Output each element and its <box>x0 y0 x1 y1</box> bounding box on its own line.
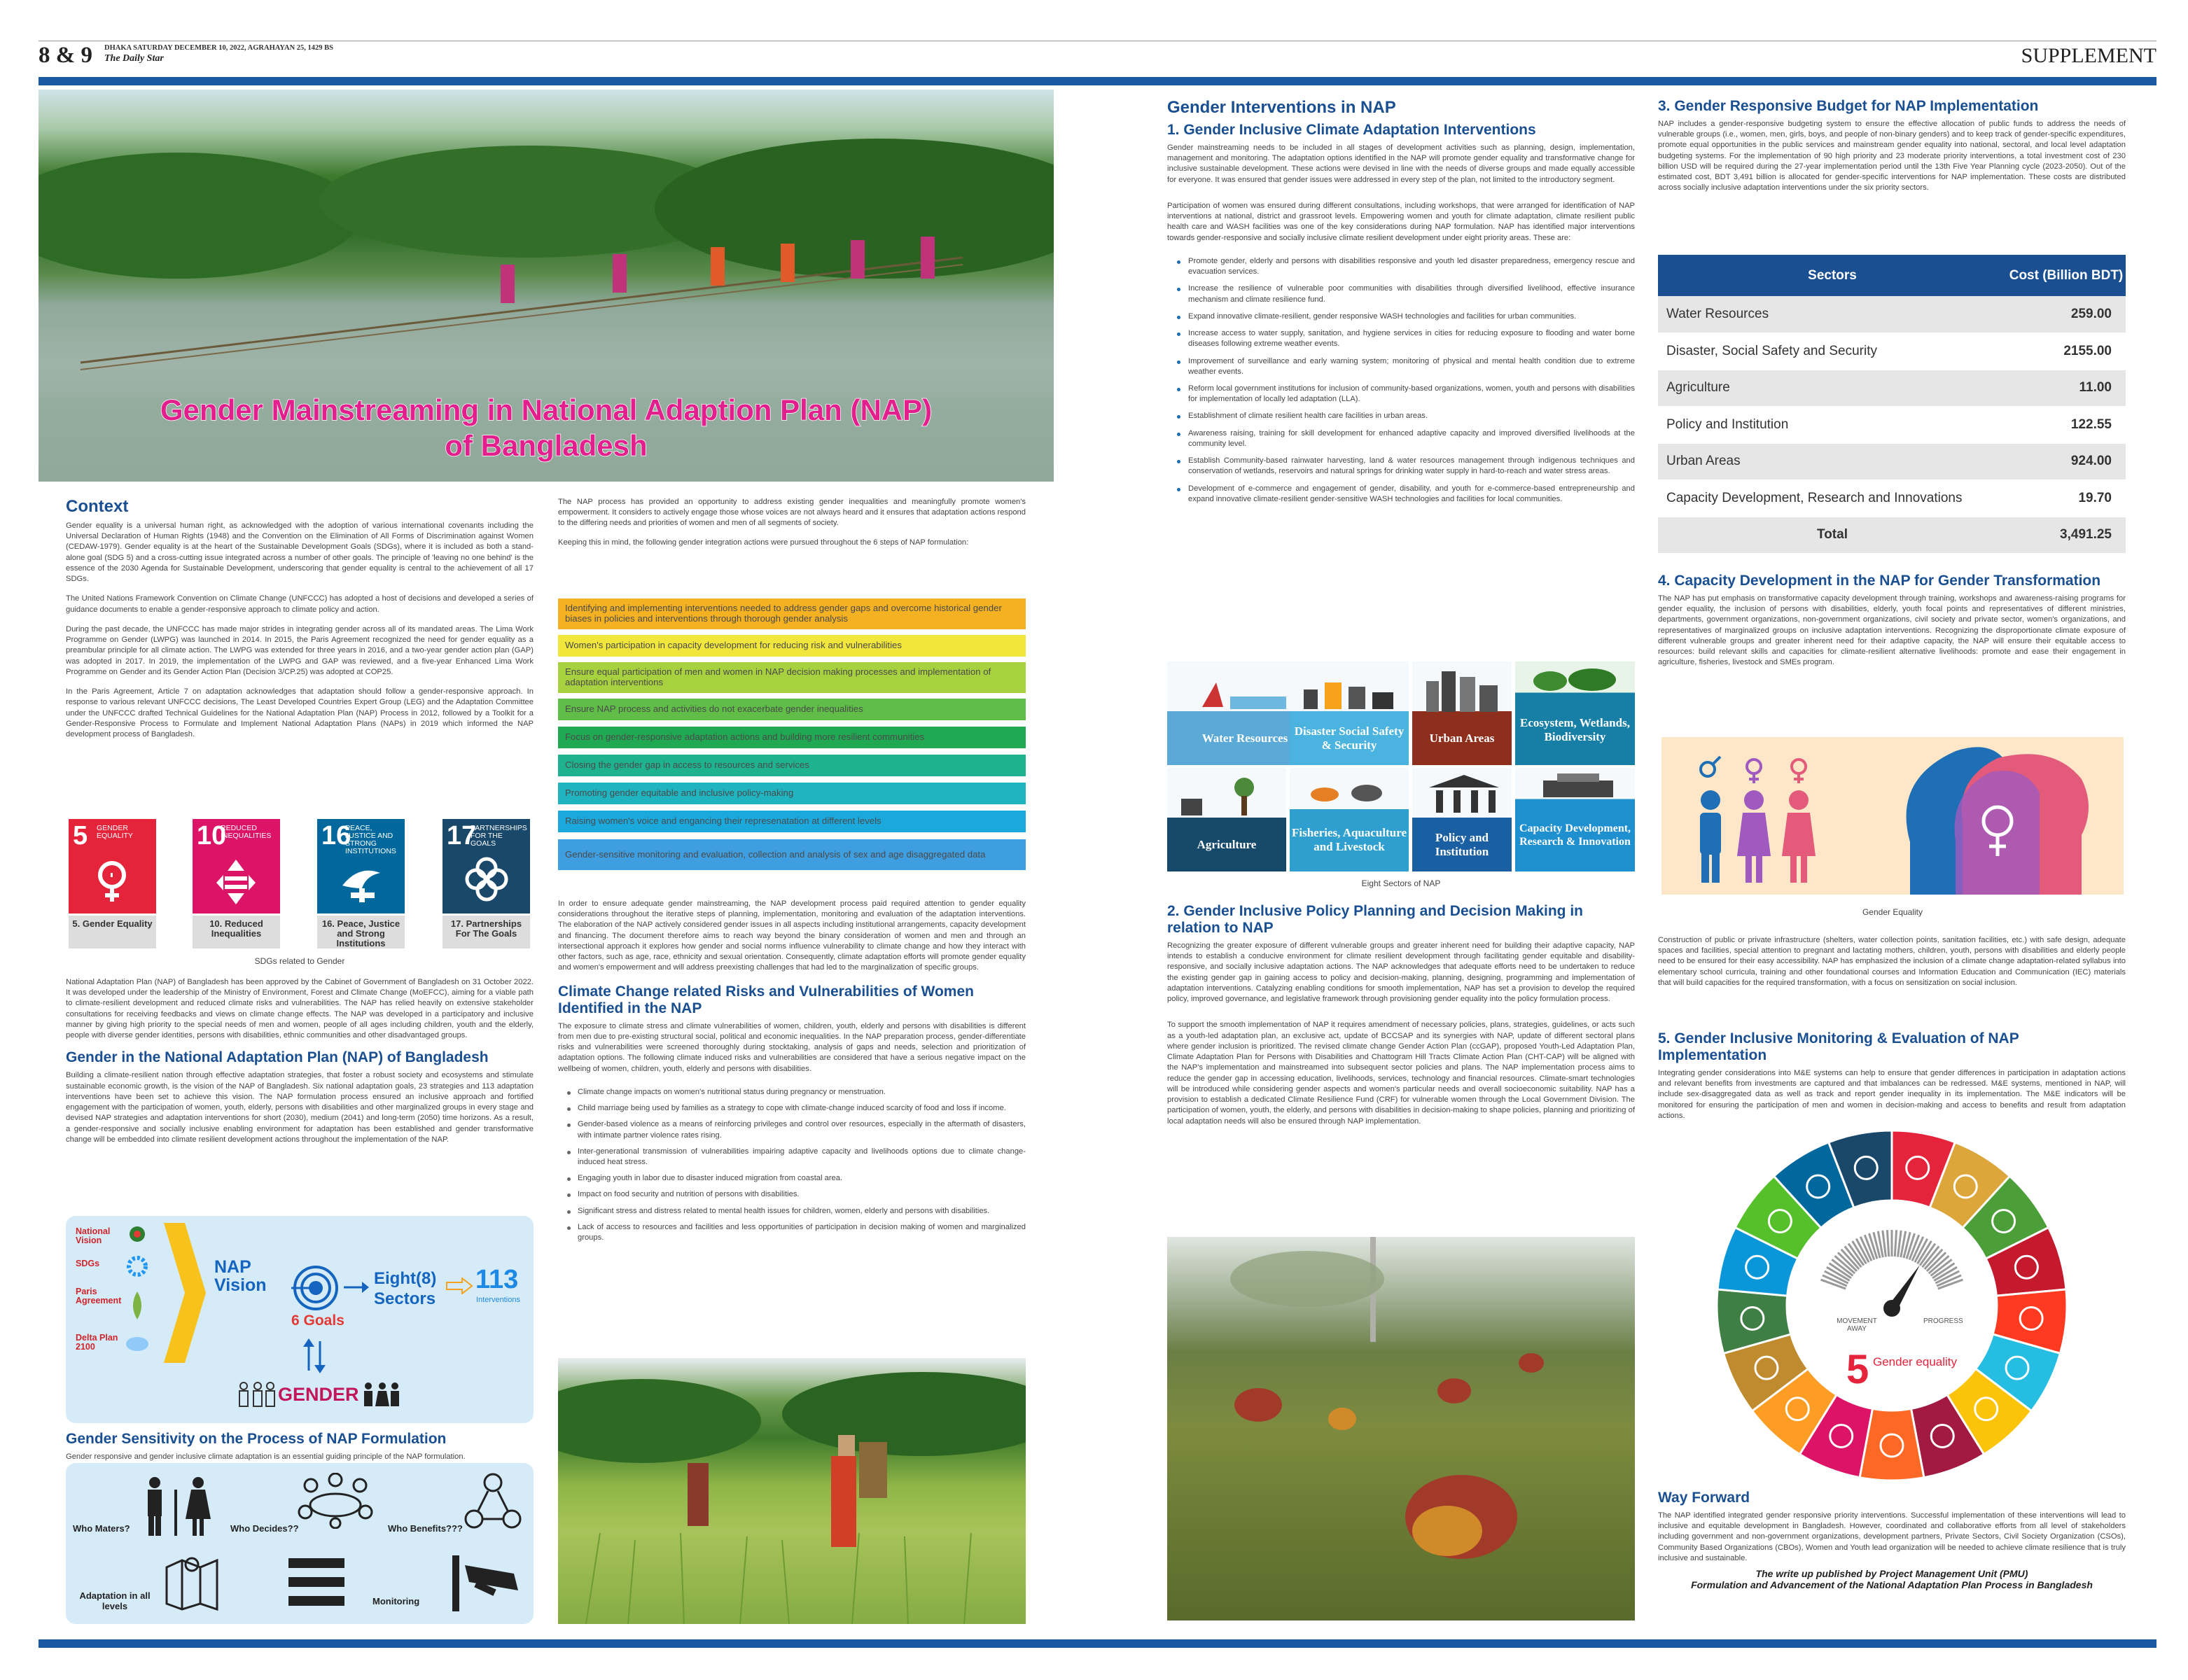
sdg-17-tile <box>443 819 530 948</box>
action-item-7: Promoting gender equitable and inclusive policy-making <box>558 783 1026 804</box>
context-p3: During the past decade, the UNFCCC has made major strides in integrating gender across all of its mandated areas. The Lima Work Programme on Gender (LWPG) was launched in 2014. In 2015, the Paris Agreement recognized the need for gender equality as a preambular principle for all climate action. The LWPG was extended for three years in 2016, and a two-year gender action plan (GAP) was adopted in 2017. In 2019, the implementation of the LWPG and GAP was reviewed, and a five-year Enhanced Lima Work Programme on Gender and its Gender Action Plan (Decision 3/CP.25) was adopted at COP25. <box>66 624 534 676</box>
table-total-row: Total 3,491.25 <box>1658 517 2126 554</box>
sdg-5-label: 5. Gender Equality <box>69 916 156 948</box>
sdg-17-label: 17. Partnerships For The Goals <box>443 916 530 948</box>
s1-p2: Participation of women was ensured during different consultations, including workshops, that were arranged for identification of NAP interventions at national, district and grassroot levels. Empowering women and youth for climate adaptation, climate resilient public health care and WASH facilities was one of the key considerations during NAP formulation. NAP has identified major interventions towards gender-responsive and socially inclusive climate resilient development under eight priority areas. These are: <box>1167 201 1635 242</box>
sector-tile-water: Water Resources <box>1167 662 1323 765</box>
who-matters-label: Who Maters? <box>73 1523 130 1534</box>
sdg-5-box: 5 GENDER EQUALITY <box>69 819 156 913</box>
dial-right-label: PROGRESS <box>1923 1317 1963 1325</box>
sdg-10-tile <box>193 819 280 948</box>
intervention-item: Reform local government institutions for inclusion of community-based organizations, women, youth and persons with disabilities for implementation of locally led adaptation (LLA). <box>1174 384 1635 405</box>
context-p4: In the Paris Agreement, Article 7 on adaptation acknowledges that adaptation should follow a gender-responsive approach. In response to various relevant UNFCCC decisions, The Least Developed Countries Expert Group (LEG) and the Adaptation Committee under the UNFCCC drafted Technical Guidelines for the National Adaptation Plan (NAP) Process in 2012, followed by a Toolkit for a Gender-Responsive Process to Formulate and Implement National Adaptation Plans (NAPs) in 2019 which informed the NAP development process of Bangladesh. <box>66 687 534 738</box>
action-item-1: Identifying and implementing interventions needed to address gender gaps and overcome historical gender biases in policies and interventions through thorough gender analysis <box>558 598 1026 629</box>
sdg-caption: SDGs related to Gender <box>254 956 345 966</box>
capacity-heading: 4. Capacity Development in the NAP for Gender Transformation <box>1658 573 2101 589</box>
two-way-arrow-icon <box>300 1338 328 1373</box>
nap-approval-section <box>66 977 534 1145</box>
menu-bars-icon <box>288 1554 344 1610</box>
input-sdgs: SDGs <box>76 1259 100 1268</box>
chevron-right-icon <box>164 1223 206 1363</box>
sector-tile-policy: Policy and Institution <box>1412 768 1512 872</box>
risk-item: Significant stress and distress related to mental health issues for children, women, elderly and persons with disabilities. <box>565 1206 1026 1217</box>
field-photo-2 <box>1167 1237 1635 1620</box>
interventions-list <box>1167 256 1635 505</box>
input-national-vision: National Vision <box>76 1226 111 1246</box>
context-p1: Gender equality is a universal human right, as acknowledged with the adoption of various international covenants including the Universal Declaration of Human Rights (1948) and the Convention on the Elimination of All Forms of Discrimination against Women (CEDAW-1979). Gender equality is at the heart of the Sustainable Development Goals (SDGs), where it is included as both a stand-alone goal (SDG 5) and a cross-cutting issue integrated across a number of other goals. The principle of 'leaving no one behind' is the essence of the 2030 Agenda for Sustainable Development, underscoring that gender equality is central to the achievement of all 17 SDGs. <box>66 522 534 584</box>
monitoring-label: Monitoring <box>372 1596 420 1606</box>
gender-equality-illustration <box>1661 737 2124 895</box>
table-row: Policy and Institution 122.55 <box>1658 407 2126 444</box>
cctv-camera-icon <box>451 1553 521 1616</box>
risk-item: Impact on food security and nutrition of persons with disabilities. <box>565 1189 1026 1200</box>
network-people-icon <box>461 1470 524 1533</box>
equality-arrows-icon <box>215 855 257 904</box>
sdg-10-box: 10 REDUCED INEQUALITIES <box>193 819 280 913</box>
dove-gavel-icon <box>338 858 384 906</box>
capacity-text: The NAP has put emphasis on transformative capacity development through training, workshops and awareness-raising programs for gender equality, the inclusion of persons with disabilities, elderly, youth focal points and representatives of different ministries, departments, government organizations, non-government organizations, civil society and private sector, women's organizations, and representatives of marginalized groups on inclusive adaptation interventions. Recognizing the disproportionate climate exposure of different vulnerable groups and greater inherent need for their adaptive capacity, the NAP will ensure their equitable access to resources: build relevant skills and capacities for climate-resilient alternative livelihoods: promote and ease their engagement in agriculture, fisheries, livestock and SMEs program. <box>1658 594 2126 667</box>
sector-tile-ecosystem: Ecosystem, Wetlands, Biodiversity <box>1515 662 1635 765</box>
map-pin-icon <box>164 1550 220 1614</box>
s1-p1: Gender mainstreaming needs to be included in all stages of development activities such as planning, design, implementation, management and monitoring. The adaptation options identified in the NAP will promote gender equality and transformative change for inclusive sustainable development. These actions were devised in line with the needs of diverse groups and made equally accessible for everyone. It was ensured that gender issues were addressed in every step of the plan, not limited to the introductory segment. <box>1167 144 1635 184</box>
sectors-label: Eight(8) Sectors <box>374 1269 437 1308</box>
people-solid-icon <box>360 1381 402 1409</box>
field-photo-1 <box>558 1358 1026 1624</box>
col2-p2: Keeping this in mind, the following gender integration actions were pursued throughout the 6 steps of NAP formulation: <box>558 538 969 547</box>
intervention-item: Promote gender, elderly and persons with disabilities responsive and youth led disaster preparedness, emergency rescue and evacuation services. <box>1174 256 1635 277</box>
vision-graphic <box>66 1216 534 1423</box>
sector-tile-agriculture: Agriculture <box>1167 768 1286 872</box>
intervention-item: Establishment of climate resilient health care facilities in urban areas. <box>1174 411 1635 421</box>
sector-tile-capacity: Capacity Development, Research & Innovation <box>1515 768 1635 872</box>
sdg-wheel <box>1713 1127 2070 1484</box>
adaptation-levels-label: Adaptation in all levels <box>79 1590 151 1611</box>
action-item-3: Ensure equal participation of men and women in NAP decision making processes and implementation of adaptation interventions <box>558 662 1026 693</box>
intervention-item: Increase access to water supply, sanitation, and hygiene services in cities for reducing exposure to flooding and water borne diseases following extreme weather events. <box>1174 328 1635 349</box>
gender-equality-caption: Gender Equality <box>1862 907 1923 917</box>
risks-list <box>558 1087 1026 1244</box>
hero-title-line2: of Bangladesh <box>445 429 648 463</box>
paper-name: The Daily Star <box>104 53 164 64</box>
nap-approval-text: National Adaptation Plan (NAP) of Bangladesh has been approved by the Cabinet of Government of Bangladesh on 31 October 2022. It was developed under the leadership of the Ministry of Environment, Forest and Climate Change (MoEFCC), aiming for a viable path to climate-resilient development and reduced climate risks and vulnerabilities. The NAP has relied heavily on extensive stakeholder consultations for receiving feedbacks and views on climate change effects. The NAP was developed in a participatory and inclusive manner by giving high priority to the special needs of men and women, people of all ages including children, youth and the elderly, people with diverse gender identities, persons with disabilities, ethnic communities and other disadvantaged groups. <box>66 978 534 1040</box>
credit-line-2: Formulation and Advancement of the National Adaptation Plan Process in Bangladesh <box>1691 1579 2093 1591</box>
col2-intro <box>558 497 1026 548</box>
people-outline-icon <box>235 1381 277 1409</box>
risk-item: Engaging youth in labor due to disaster induced migration from coastal area. <box>565 1173 1026 1184</box>
who-decides-label: Who Decides?? <box>230 1523 299 1534</box>
intervention-item: Awareness raising, training for skill development for enhanced adaptive capacity and improved diversified livelihoods at the community level. <box>1174 428 1635 449</box>
sensitivity-section <box>66 1431 534 1462</box>
hero-title-line1: Gender Mainstreaming in National Adaption Plan (NAP) <box>160 393 933 426</box>
monitoring-text: Integrating gender considerations into M&E systems can help to ensure that gender differences in participation in adaptation actions and relevant benefits from investments are captured and that imbalances can be redressed. M&E systems, mentioned in NAP, will include sex-disaggregated data as well as track and report gender inequality in its implementation. The M&E indicators will be monitored for ensuring the participation of men and women in decision-making and access to benefits and result from adaptation actions. <box>1658 1069 2126 1120</box>
sdg-16-label: 16. Peace, Justice and Strong Institutions <box>317 916 405 948</box>
action-item-6: Closing the gender gap in access to resources and services <box>558 755 1026 776</box>
risks-heading: Climate Change related Risks and Vulnerabilities of Women Identified in the NAP <box>558 983 974 1016</box>
interventions-number: 113 <box>475 1265 519 1294</box>
table-header-cost: Cost (Billion BDT) <box>2007 255 2126 296</box>
sensitivity-text: Gender responsive and gender inclusive climate adaptation is an essential guiding principle of the NAP formulation. <box>66 1452 466 1461</box>
table-header-sectors: Sectors <box>1658 255 2007 296</box>
action-item-2: Women's participation in capacity development for reducing risk and vulnerabilities <box>558 635 1026 657</box>
capacity-section <box>1658 573 2126 668</box>
gender-in-nap-heading: Gender in the National Adaptation Plan (NAP) of Bangladesh <box>66 1049 489 1066</box>
gender-symbol-icon <box>91 855 133 904</box>
s2-p2: To support the smooth implementation of NAP it requires amendment of necessary policies, plans, strategies, guidelines, or acts such as a youth-led adaptation plan, an exclusive act, update of BCCSAP and its synergies with NAP, update of different sectoral plans where gender inclusion is prioritized. The revised climate change Gender Action Plan (ccGAP), proposed Youth-Led Adaptation Plan, Climate Adaptation Plan for Persons with Disabilities and Chattogram Hill Tracts Climate Action Plan (CHT-CAP) will be aligned with the NAP's implementation and mainstreamed into subsequent sector policies and plans. The NAP implementation process aims to reduce the gender gap in accessing education, livelihoods, services, technology and financial resources. Climate-smart technologies will be introduced while considering gender aspects and women's particular needs and overall socioeconomic suitability. NAP has a provision to establish a dedicated Climate Resilience Fund (CRF) for vulnerable women through the Local Government Division. The participation of women, youth, the elderly, and persons with disabilities in decision-making to shape policies, planning and prioritizing of local adaptation needs will also be ensured through NAP implementation. <box>1167 1021 1635 1126</box>
risk-item: Child marriage being used by families as a strategy to cope with climate-change induced scarcity of food and loss if income. <box>565 1103 1026 1114</box>
wheel-goal-number: 5 <box>1846 1347 1869 1392</box>
col2-p3: In order to ensure adequate gender mainstreaming, the NAP development process paid required attention to gender equality considerations throughout the iterative steps of planning, implementation, monitoring and evaluation of the adaptation interventions. The elaboration of the NAP actively considered gender issues in all aspects including institutional arrangements, capacity development and financing. The document therefore aims to reach way beyond the binary consideration of women and men and through an intersectional approach it explores how gender and social norms influence vulnerability to climate change and how they interact with other factors, such as age, race, ethnicity and sexual orientation. Consequently, climate adaptation efforts will promote gender equality and women's empowerment and will address preexisting challenges that had led to the marginalization of specific groups. <box>558 899 1026 972</box>
monitoring-heading: 5. Gender Inclusive Monitoring & Evaluation of NAP Implementation <box>1658 1030 2019 1063</box>
action-item-4: Ensure NAP process and activities do not exacerbate gender inequalities <box>558 699 1026 720</box>
intervention-item: Development of e-commerce and engagement of gender, disability, and youth for e-commerce-based entrepreneurship and expand innovative climate-resilient gender-sensitive WASH technologies and facilities for local communities. <box>1174 484 1635 505</box>
risks-text: The exposure to climate stress and climate vulnerabilities of women, children, youth, elderly and persons with disabilities is different from men due to pre-existing structural social, political and economic inequalities. In the NAP preparation process, gender-differentiate risks and vulnerabilities were screened thoroughly during stocktaking, analysis of gaps and needs, selection and prioritization of adaptation options. The following climate induced risks and vulnerabilities are considered that have a serious negative impact on the wellbeing of women, children, youth, elderly and persons with disabilities. <box>558 1021 1026 1073</box>
wheel-goal-label: Gender equality <box>1873 1355 1958 1368</box>
meeting-table-icon <box>297 1473 374 1529</box>
context-p2: The United Nations Framework Convention on Climate Change (UNFCCC) has adopted a host of decisions and developed a series of guidance documents to enable a gender-responsive approach to climate policy and action. <box>66 594 534 614</box>
gender-label: GENDER <box>278 1384 359 1405</box>
dateline: DHAKA SATURDAY DECEMBER 10, 2022, AGRAHAYAN 25, 1429 BS <box>104 44 334 52</box>
sector-tile-urban: Urban Areas <box>1412 662 1512 765</box>
interventions-section <box>1167 98 1635 511</box>
partnership-rings-icon <box>464 854 510 903</box>
s2-p1: Recognizing the greater exposure of different vulnerable groups and greater inherent need for building their adaptive capacity, NAP intends to establish a conducive environment for climate resilient development through facilitating gender equitable and disability-responsive, and socially inclusive adaptation actions. The NAP acknowledges that adequate efforts need to be undertaken to reduce the existing gender gap in gaining access to policy and decision-making, planning, designing, programming and implementation of adaptation interventions. Catalyzing enabling conditions for smooth implementation, NAP has set a provision to develop the required policy, improved governance, and legislative framework through provisioning gender equality into the policy formulation process. <box>1167 941 1635 1004</box>
monitoring-section <box>1658 1030 2126 1121</box>
nap-vision-label: NAP Vision <box>214 1257 267 1296</box>
capacity-text2-block <box>1658 935 2126 988</box>
credit-line-1: The write up published by Project Management Unit (PMU) <box>1755 1568 2028 1580</box>
sensitivity-heading: Gender Sensitivity on the Process of NAP Formulation <box>66 1431 447 1447</box>
target-icon <box>291 1264 340 1312</box>
input-delta-plan: Delta Plan 2100 <box>76 1333 118 1352</box>
action-item-9: Gender-sensitive monitoring and evaluation, collection and analysis of sex and age disaggregated data <box>558 839 1026 870</box>
gender-equality-graphic <box>1661 737 2124 895</box>
table-row: Urban Areas 924.00 <box>1658 443 2126 480</box>
sdg-wheel-graphic <box>1713 1127 2070 1484</box>
section-label: SUPPLEMENT <box>2021 44 2156 67</box>
way-forward-text: The NAP identified integrated gender responsive priority interventions. Successful implementation of these interventions will lead to inclusive and equitable development in Bangladesh. However, coordinated and collaborative efforts from all level of stakeholders including government and non-government organizations, development partners, Private Sectors, Civil Society Organization (CSOs), Community Based Organizations (CBOs), Women and Youth lead organization will be needed to achieve climate resilience that is truly inclusive and sustainable. <box>1658 1511 2126 1562</box>
col2-p1: The NAP process has provided an opportunity to address existing gender inequalities and meaningfully promote women's empowerment. It considers to actively engage those whose voices are not always heard and it ensures that adaptation actions respond to the differing needs and priorities of women and men of all segments of society. <box>558 498 1026 528</box>
bottom-rule <box>39 1639 2156 1648</box>
intervention-item: Improvement of surveillance and early warning system; monitoring of physical and mental health condition due to extreme weather events. <box>1174 356 1635 377</box>
input-icons <box>122 1222 164 1362</box>
gender-actions-list <box>558 598 1026 887</box>
budget-text: NAP includes a gender-responsive budgeting system to ensure the effective allocation of public funds to address the needs of vulnerable groups (i.e., women, men, girls, boys, and people of non-binary genders) and to keep track of gender-specific expenditures, promote equal opportunities in the public services and mainstream gender equality into national, sectoral, and local level adaptation budgeting systems. For the implementation of 90 high priority and 23 moderate priority interventions, a total investment cost of 230 billion USD will be required during the 27-year implementation period until the 13th Five Year Planning cycle (2023-2050). Out of the estimated cost, BDT 3,491 billion is allocated for gender-specific interventions for NAP implementation. These costs are distributed across socially inclusive adaptation interventions under the six priority sectors. <box>1658 120 2126 192</box>
interventions-label: Interventions <box>476 1296 520 1304</box>
s1-heading: 1. Gender Inclusive Climate Adaptation Interventions <box>1167 122 1536 138</box>
input-paris-agreement: Paris Agreement <box>76 1287 122 1306</box>
table-row: Water Resources 259.00 <box>1658 296 2126 333</box>
sdg-17-box: 17 PARTNERSHIPS FOR THE GOALS <box>443 819 530 913</box>
sdg-5-tile <box>69 819 156 948</box>
sensitivity-graphic <box>66 1463 534 1624</box>
sectors-caption: Eight Sectors of NAP <box>1361 878 1441 888</box>
budget-table <box>1658 255 2126 554</box>
intervention-item: Increase the resilience of vulnerable poor communities with disabilities through diversified livelihood, effective insurance mechanism and climate resilience fund. <box>1174 284 1635 304</box>
field-illustration-2 <box>1167 1237 1635 1620</box>
top-rule <box>39 77 2156 85</box>
s2-section <box>1167 903 1635 1127</box>
masthead <box>39 41 2156 69</box>
context-heading: Context <box>66 497 129 516</box>
action-item-8: Raising women's voice and engancing their represenatation at different levels <box>558 811 1026 832</box>
way-forward-heading: Way Forward <box>1658 1490 1750 1506</box>
sdg-10-label: 10. Reduced Inequalities <box>193 916 280 948</box>
sector-tile-disaster: Disaster Social Safety & Security <box>1290 662 1409 765</box>
sdg-16-tile <box>317 819 405 948</box>
man-woman-icon <box>139 1476 216 1539</box>
context-section <box>66 497 534 740</box>
sectors-grid <box>1167 662 1635 872</box>
dial-left-label: MOVEMENT AWAY <box>1837 1317 1877 1333</box>
gender-in-nap-text: Building a climate-resilient nation through effective adaptation strategies, that foster a robust society and ecosystems and stimulate sustainable economic growth, is the vision of the NAP of Bangladesh. Six national adaptation goals, 23 strategies and 113 adaptation interventions have been set to achieve this vision. The NAP formulation process ensured an inclusive approach and fortified engagement with the participation of women, youth, elderly, persons with disabilities and other marginalized groups in every stage and devised NAP strategies and adaptation interventions for short (2030), medium (2041) and long-term (2050) time horizons. As a result, a gender-responsive and socially inclusive enabling environment for adaptation has been established and gender transformative change will be embedded into climate resilient development actions throughout the implementation of the NAP. <box>66 1071 534 1144</box>
risk-item: Climate change impacts on women's nutritional status during pregnancy or menstruation. <box>565 1087 1026 1098</box>
interventions-heading: Gender Interventions in NAP <box>1167 98 1396 117</box>
table-row: Capacity Development, Research and Innovations 19.70 <box>1658 480 2126 517</box>
sdg-16-box: 16 PEACE, JUSTICE AND STRONG INSTITUTIONS <box>317 819 405 913</box>
intervention-item: Establish Community-based rainwater harvesting, land & water resources management through indigenous techniques and conservation of wetlands, reservoirs and natural springs for drinking water supply in hard-to-reach and water stress areas. <box>1174 456 1635 477</box>
action-item-5: Focus on gender-responsive adaptation actions and building more resilient communities <box>558 727 1026 748</box>
table-row: Disaster, Social Safety and Security 2155.00 <box>1658 333 2126 370</box>
intervention-item: Expand innovative climate-resilient, gender responsive WASH technologies and facilities for urban communities. <box>1174 312 1635 322</box>
col2-body <box>558 899 1026 1249</box>
arrow-right-outline-icon <box>445 1278 473 1294</box>
who-benefits-label: Who Benefits??? <box>388 1523 463 1534</box>
way-forward-section <box>1658 1490 2126 1590</box>
hero-photo <box>39 90 1054 482</box>
arrow-right-icon <box>342 1279 370 1296</box>
risk-item: Gender-based violence as a means of reinforcing privileges and control over resources, especially in the aftermath of disasters, with intimate partner violence rates rising. <box>565 1119 1026 1140</box>
risk-item: Inter-generational transmission of vulnerabilities impairing adaptive capacity and livelihoods options due to climate change-induced heat stress. <box>565 1147 1026 1168</box>
goals-label: 6 Goals <box>291 1312 344 1329</box>
budget-heading: 3. Gender Responsive Budget for NAP Implementation <box>1658 98 2039 114</box>
budget-section <box>1658 98 2126 194</box>
table-row: Agriculture 11.00 <box>1658 370 2126 407</box>
page-numbers: 8 & 9 <box>39 43 92 68</box>
capacity-text2: Construction of public or private infrastructure (shelters, water collection points, sanitation facilities, etc.) with safe design, adequate spaces and facilities, special attention to pregnant and lactating mothers, children, youth, persons with disabilities and elderly people need to be ensured for their easy accessibility. NAP has emphasized the inclusion of a climate change adaptation-related syllabus into elementary school curricula, training and other foundational courses and Information Education and Communication (IEC) materials that will build capacities for the required transformation, with a focus on sensitization on social inclusion. <box>1658 936 2126 987</box>
risk-item: Lack of access to resources and facilities and less opportunities of participation in decision making of women and marginalized groups. <box>565 1222 1026 1243</box>
s2-heading: 2. Gender Inclusive Policy Planning and Decision Making in relation to NAP <box>1167 903 1583 936</box>
sector-tile-fisheries: Fisheries, Aquaculture and Livestock <box>1290 768 1409 872</box>
field-illustration <box>558 1358 1026 1624</box>
